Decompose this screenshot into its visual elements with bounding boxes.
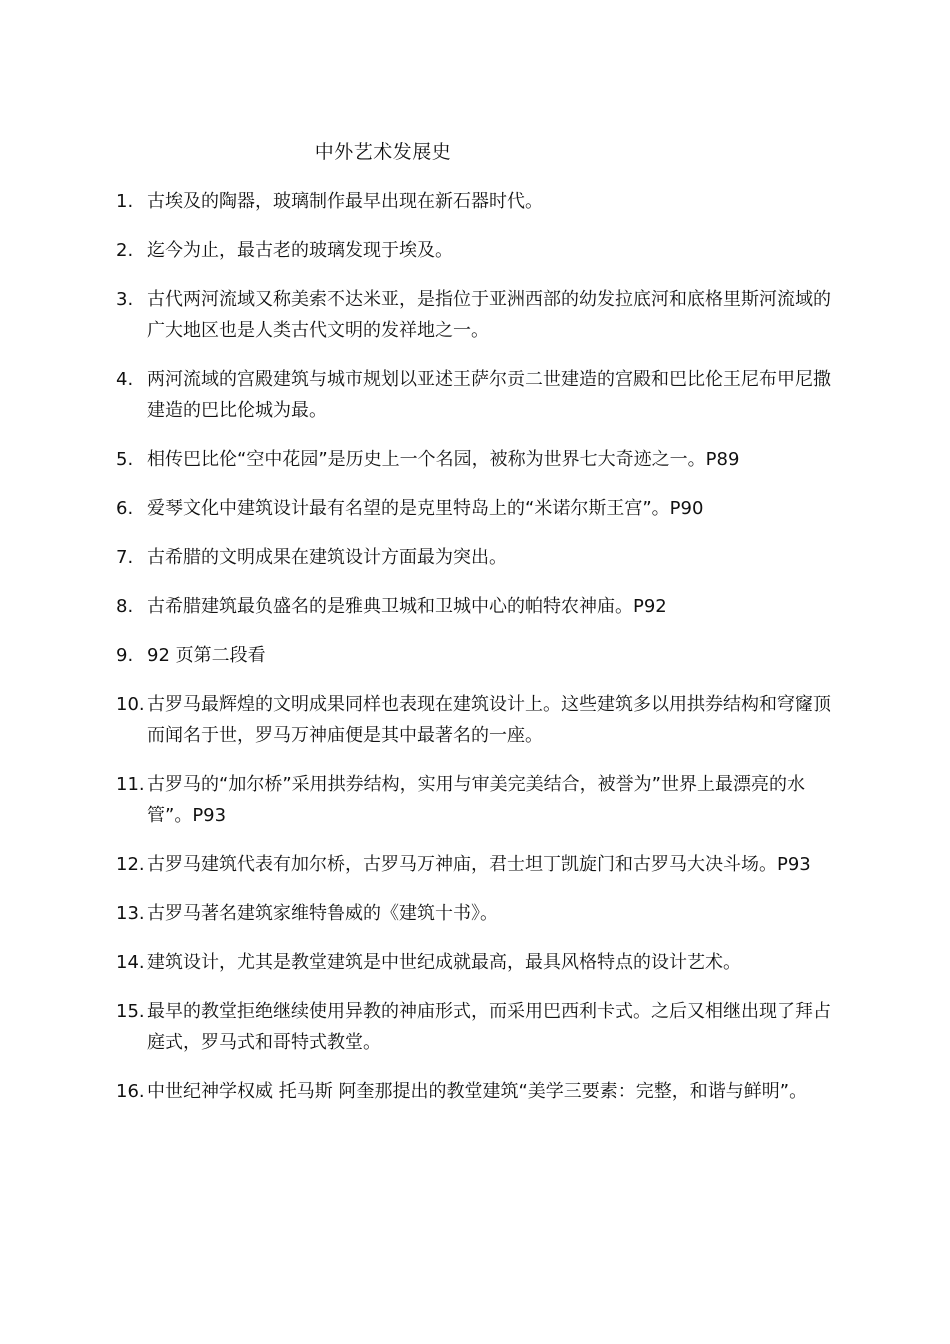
- item-number: 12.: [116, 854, 145, 875]
- list-item: [116, 947, 832, 978]
- item-number: 8.: [116, 596, 134, 617]
- list-item: [116, 364, 832, 426]
- item-text: 古罗马建筑代表有加尔桥，古罗马万神庙，君士坦丁凯旋门和古罗马大决斗场。P93: [147, 854, 811, 875]
- item-text: 中世纪神学权威 托马斯 阿奎那提出的教堂建筑“美学三要素：完整，和谐与鲜明”。: [147, 1081, 808, 1102]
- item-text: 古希腊的文明成果在建筑设计方面最为突出。: [147, 547, 507, 568]
- item-text: 建筑设计，尤其是教堂建筑是中世纪成就最高，最具风格特点的设计艺术。: [147, 952, 741, 973]
- list-item: [116, 689, 832, 751]
- item-number: 9.: [116, 645, 134, 666]
- item-text: 古罗马著名建筑家维特鲁威的《建筑十书》。: [147, 903, 498, 924]
- list-item: [116, 542, 832, 573]
- item-text: 古埃及的陶器，玻璃制作最早出现在新石器时代。: [147, 191, 543, 212]
- item-text: 古希腊建筑最负盛名的是雅典卫城和卫城中心的帕特农神庙。P92: [147, 596, 667, 617]
- list-item: [116, 1076, 832, 1107]
- item-number: 1.: [116, 191, 134, 212]
- list-item: [116, 849, 832, 880]
- list-item: [116, 996, 832, 1058]
- item-text: 古代两河流域又称美索不达米亚，是指位于亚洲西部的幼发拉底河和底格里斯河流域的广大地区也是人类古代文明的发祥地之一。: [147, 289, 831, 341]
- item-number: 3.: [116, 289, 134, 310]
- item-text: 92 页第二段看: [147, 645, 266, 666]
- item-text: 相传巴比伦“空中花园”是历史上一个名园，被称为世界七大奇迹之一。P89: [147, 449, 740, 470]
- list-item: [116, 235, 832, 266]
- item-list: [116, 186, 832, 1125]
- list-item: [116, 493, 832, 524]
- item-number: 6.: [116, 498, 134, 519]
- item-number: 5.: [116, 449, 134, 470]
- item-text: 迄今为止，最古老的玻璃发现于埃及。: [147, 240, 453, 261]
- item-number: 16.: [116, 1081, 145, 1102]
- item-text: 古罗马最辉煌的文明成果同样也表现在建筑设计上。这些建筑多以用拱券结构和穹窿顶而闻名于世，罗马万神庙便是其中最著名的一座。: [147, 694, 831, 746]
- item-number: 7.: [116, 547, 134, 568]
- list-item: [116, 444, 832, 475]
- item-number: 15.: [116, 1001, 145, 1022]
- item-number: 13.: [116, 903, 145, 924]
- list-item: [116, 640, 832, 671]
- item-number: 4.: [116, 369, 134, 390]
- item-number: 10.: [116, 694, 145, 715]
- list-item: [116, 186, 832, 217]
- item-text: 古罗马的“加尔桥”采用拱券结构，实用与审美完美结合，被誉为”世界上最漂亮的水管”。P93: [147, 774, 805, 826]
- item-text: 最早的教堂拒绝继续使用异教的神庙形式，而采用巴西利卡式。之后又相继出现了拜占庭式，罗马式和哥特式教堂。: [147, 1001, 831, 1053]
- list-item: [116, 898, 832, 929]
- item-number: 2.: [116, 240, 134, 261]
- item-text: 爱琴文化中建筑设计最有名望的是克里特岛上的“米诺尔斯王宫”。P90: [147, 498, 704, 519]
- item-number: 11.: [116, 774, 145, 795]
- item-text: 两河流域的宫殿建筑与城市规划以亚述王萨尔贡二世建造的宫殿和巴比伦王尼布甲尼撒建造的巴比伦城为最。: [147, 369, 831, 421]
- item-number: 14.: [116, 952, 145, 973]
- list-item: [116, 769, 832, 831]
- list-item: [116, 591, 832, 622]
- list-item: [116, 284, 832, 346]
- document-title: 中外艺术发展史: [314, 141, 452, 163]
